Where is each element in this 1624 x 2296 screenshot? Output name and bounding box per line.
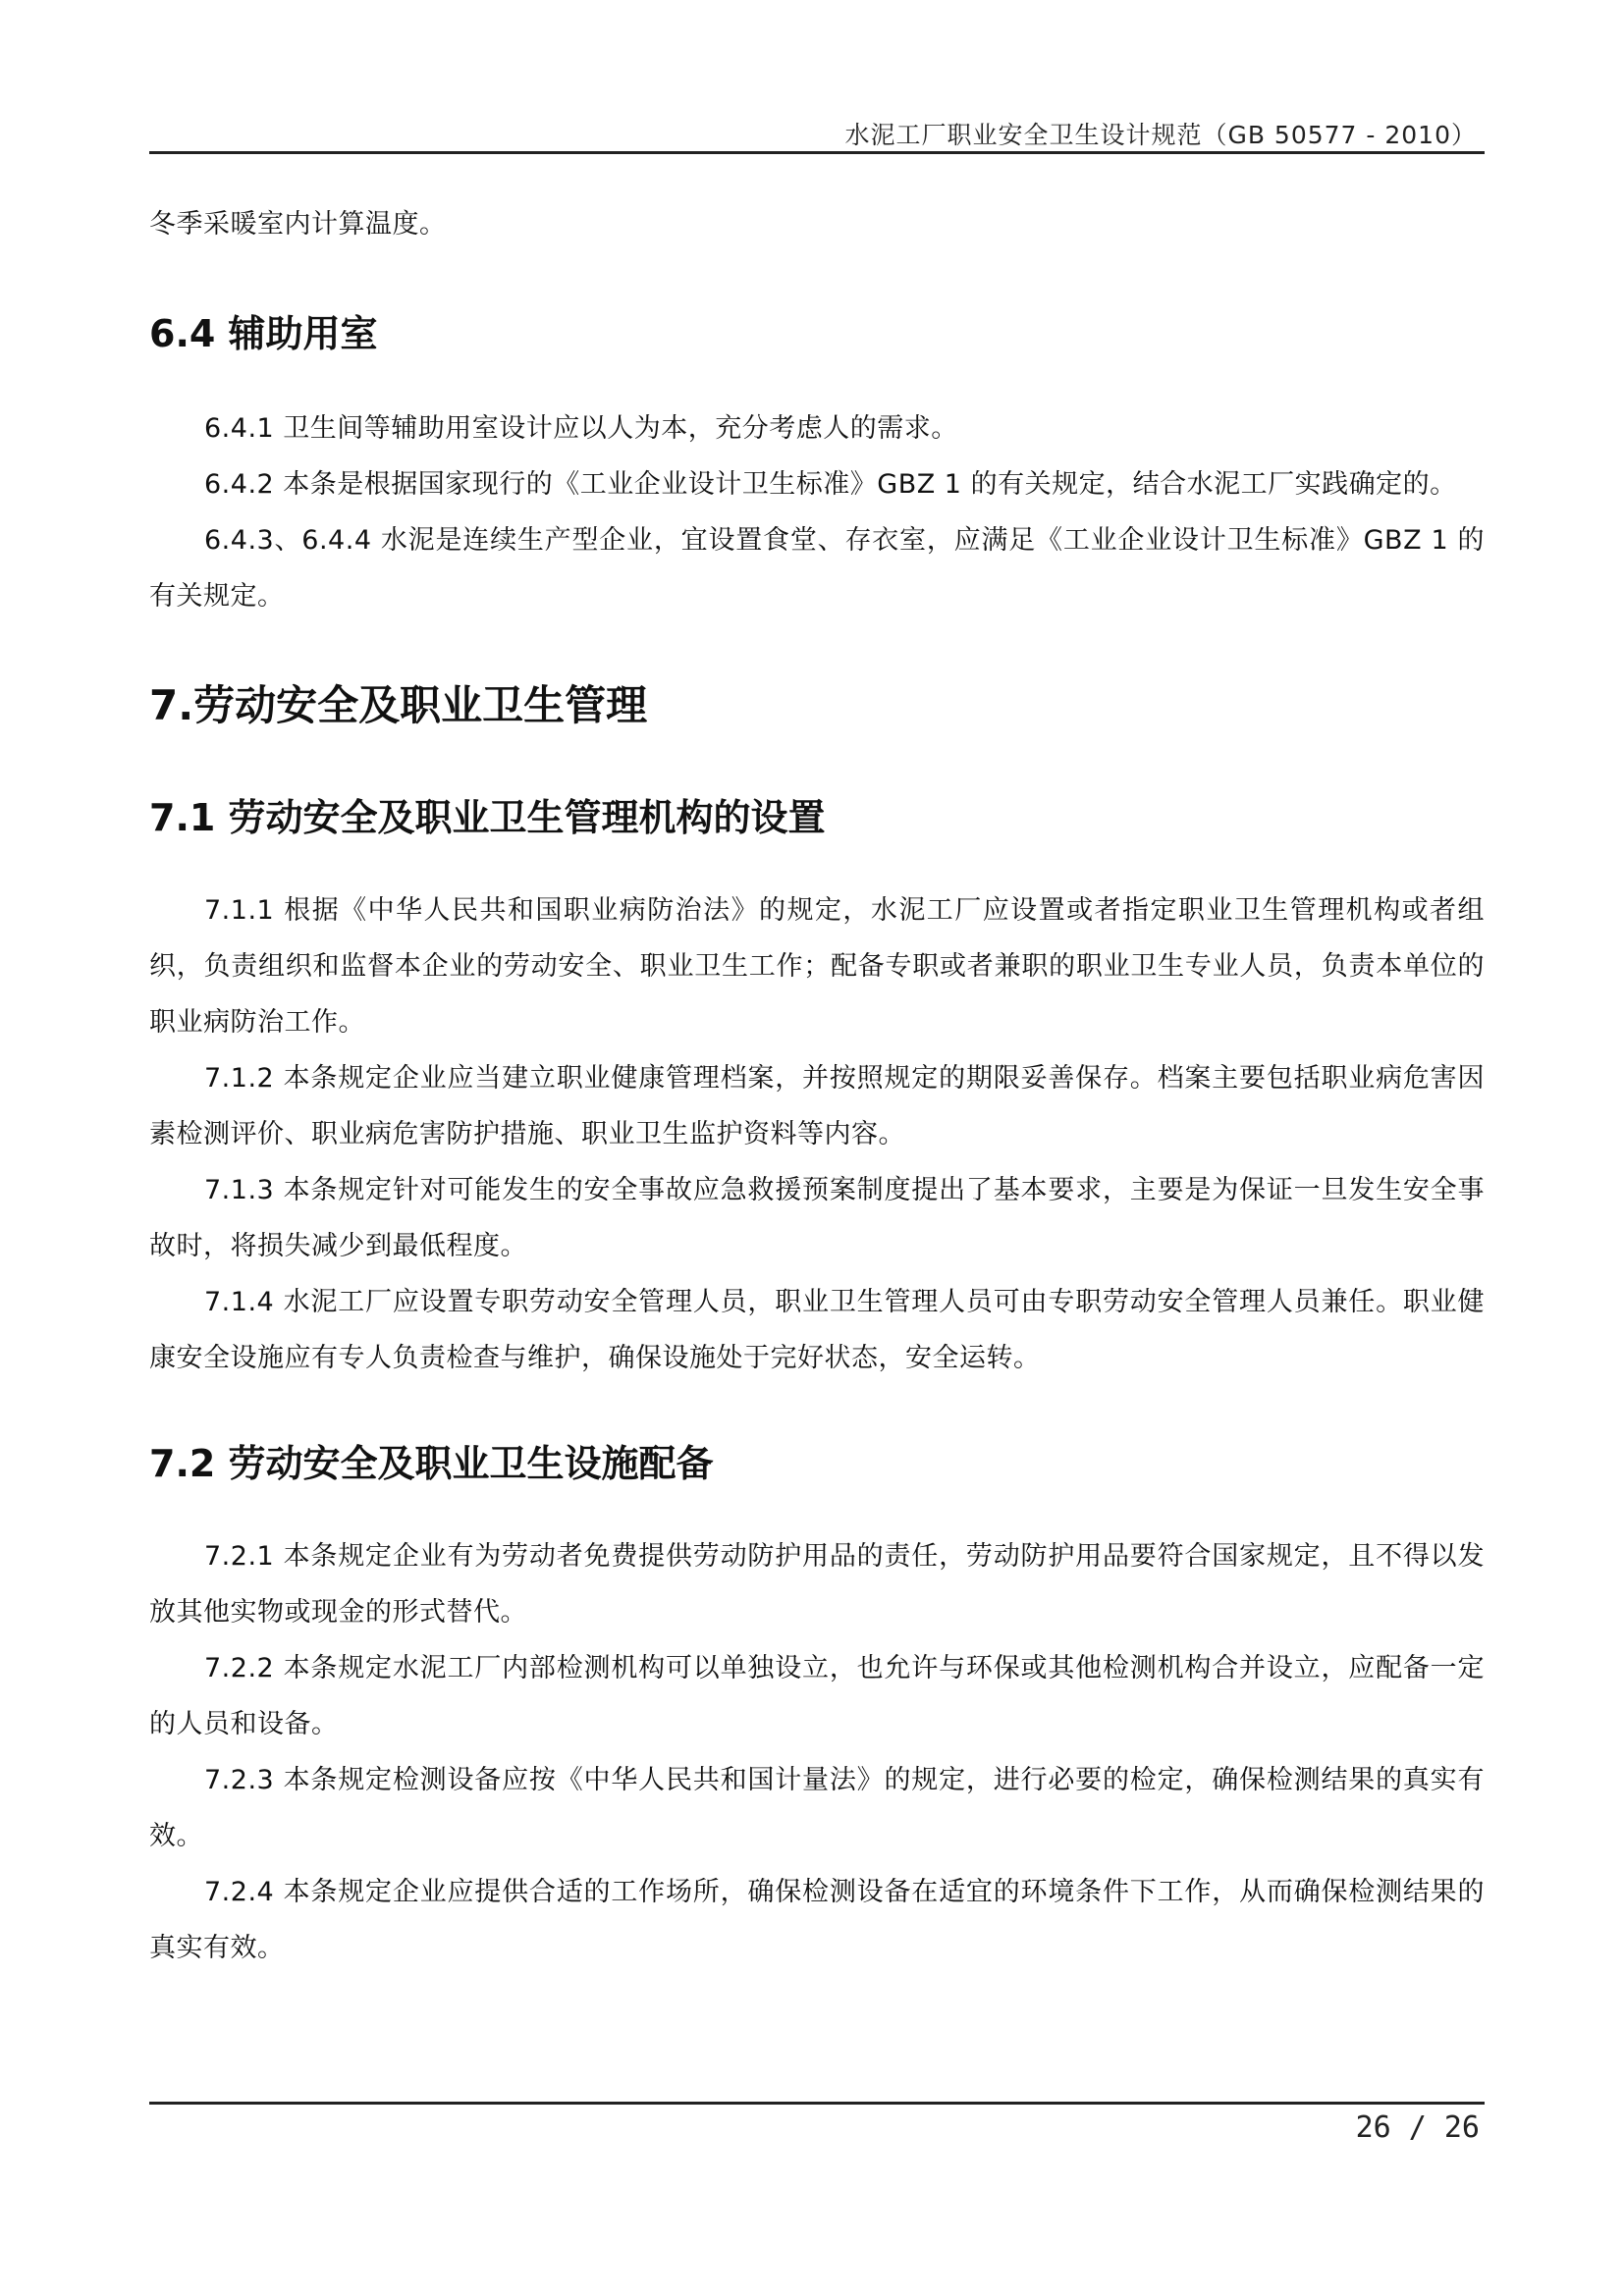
paragraph: 冬季采暖室内计算温度。 [149,209,447,240]
paragraph: 7.2.4 本条规定企业应提供合适的工作场所，确保检测设备在适宜的环境条件下工作，从而确保检测结果的真实有效。 [149,1877,1485,1963]
paragraph: 7.2.2 本条规定水泥工厂内部检测机构可以单独设立，也允许与环保或其他检测机构合并设立，应配备一定的人员和设备。 [149,1653,1485,1739]
paragraph: 6.4.3、6.4.4 水泥是连续生产型企业，宜设置食堂、存衣室，应满足《工业企业设计卫生标准》GBZ 1 的有关规定。 [149,525,1485,612]
paragraph: 7.1.2 本条规定企业应当建立职业健康管理档案，并按照规定的期限妥善保存。档案主要包括职业病危害因素检测评价、职业病危害防护措施、职业卫生监护资料等内容。 [149,1063,1485,1149]
page-number: 26 / 26 [1355,2110,1480,2145]
paragraph: 7.1.4 水泥工厂应设置专职劳动安全管理人员，职业卫生管理人员可由专职劳动安全管理人员兼任。职业健康安全设施应有专人负责检查与维护，确保设施处于完好状态，安全运转。 [149,1287,1485,1373]
section-heading-7-2: 7.2 劳动安全及职业卫生设施配备 [149,1442,714,1485]
paragraph: 6.4.1 卫生间等辅助用室设计应以人为本，充分考虑人的需求。 [204,413,958,444]
running-header: 水泥工厂职业安全卫生设计规范（GB 50577 - 2010） [844,121,1477,149]
paragraph: 7.1.3 本条规定针对可能发生的安全事故应急救援预案制度提出了基本要求，主要是为保证一旦发生安全事故时，将损失减少到最低程度。 [149,1175,1485,1261]
chapter-heading-7: 7.劳动安全及职业卫生管理 [149,681,648,729]
section-heading-7-1: 7.1 劳动安全及职业卫生管理机构的设置 [149,796,826,839]
paragraph: 7.2.3 本条规定检测设备应按《中华人民共和国计量法》的规定，进行必要的检定，确保检测结果的真实有效。 [149,1765,1485,1851]
paragraph: 7.2.1 本条规定企业有为劳动者免费提供劳动防护用品的责任，劳动防护用品要符合国家规定，且不得以发放其他实物或现金的形式替代。 [149,1541,1485,1628]
page-body [149,196,1485,1976]
header-rule [149,151,1485,154]
paragraph: 7.1.1 根据《中华人民共和国职业病防治法》的规定，水泥工厂应设置或者指定职业卫生管理机构或者组织，负责组织和监督本企业的劳动安全、职业卫生工作；配备专职或者兼职的职业卫生专业人员，负责本单位的职业病防治工作。 [149,895,1485,1038]
footer-rule [149,2102,1485,2105]
paragraph: 6.4.2 本条是根据国家现行的《工业企业设计卫生标准》GBZ 1 的有关规定，结合水泥工厂实践确定的。 [204,469,1457,500]
section-heading-6-4: 6.4 辅助用室 [149,312,378,355]
